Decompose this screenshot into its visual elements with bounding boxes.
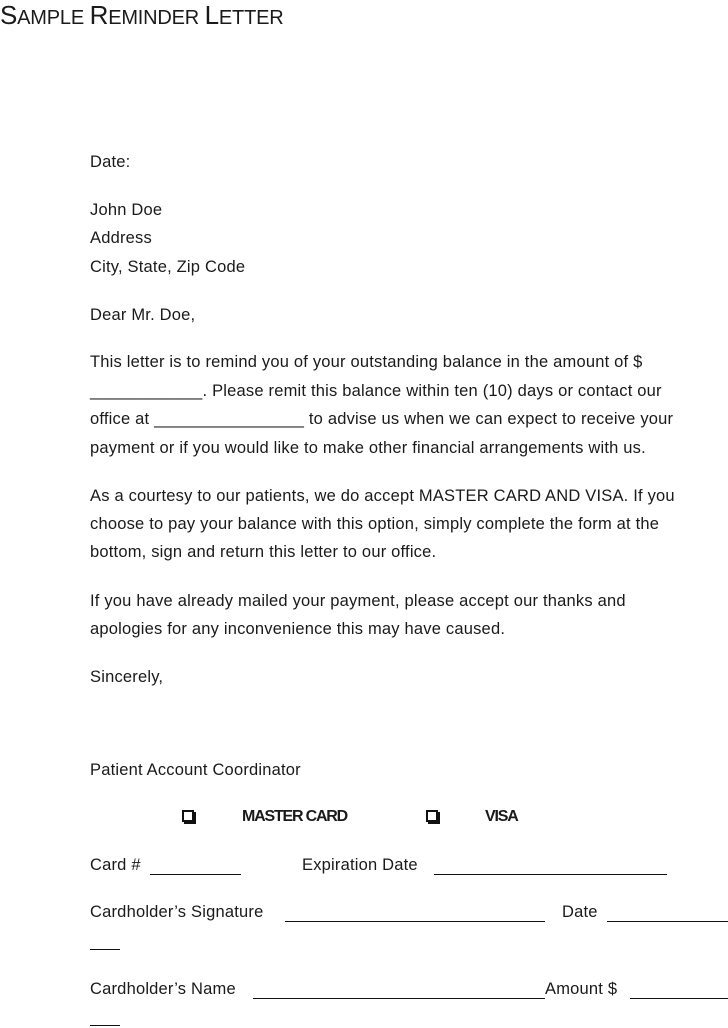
signatory-title: Patient Account Coordinator — [90, 761, 301, 779]
recipient-city: City, State, Zip Code — [90, 258, 246, 276]
cardholder-signature-field[interactable] — [285, 921, 545, 922]
paragraph3-line-2: apologies for any inconvenience this may have caused. — [90, 620, 506, 638]
paragraph2-line-3: bottom, sign and return this letter to our office. — [90, 543, 437, 561]
mastercard-checkbox[interactable] — [182, 810, 194, 822]
visa-label: VISA — [485, 808, 518, 825]
amount-field-continued[interactable] — [90, 1025, 120, 1026]
card-number-field[interactable] — [150, 874, 241, 875]
title-initial-2: R — [89, 0, 109, 30]
title-rest-2: EMINDER — [108, 7, 200, 29]
visa-checkbox[interactable] — [426, 810, 438, 822]
cardholder-signature-label: Cardholder’s Signature — [90, 903, 264, 921]
cardholder-name-label: Cardholder’s Name — [90, 980, 236, 998]
amount-label: Amount $ — [545, 980, 618, 998]
paragraph1-line-3: office at ________________ to advise us when we can expect to receive your — [90, 410, 674, 428]
amount-field[interactable] — [630, 998, 728, 999]
mastercard-label: MASTER CARD — [242, 808, 348, 825]
title-rest-1: AMPLE — [17, 7, 84, 29]
paragraph1-line-2: ____________. Please remit this balance within ten (10) days or contact our — [90, 382, 662, 400]
salutation: Dear Mr. Doe, — [90, 306, 196, 324]
payment-options — [0, 806, 728, 830]
page-title — [0, 0, 283, 33]
expiration-date-label: Expiration Date — [302, 856, 418, 874]
paragraph2-line-2: choose to pay your balance with this option, simply complete the form at the — [90, 515, 660, 533]
signature-date-field[interactable] — [607, 921, 728, 922]
paragraph2-line-1: As a courtesy to our patients, we do accept MASTER CARD AND VISA. If you — [90, 487, 675, 505]
signature-date-field-continued[interactable] — [90, 949, 120, 950]
cardholder-name-field[interactable] — [253, 998, 545, 999]
paragraph1-line-1: This letter is to remind you of your outstanding balance in the amount of $ — [90, 353, 643, 371]
title-initial-3: L — [204, 0, 219, 30]
card-number-label: Card # — [90, 856, 141, 874]
paragraph3-line-1: If you have already mailed your payment, please accept our thanks and — [90, 592, 626, 610]
recipient-address: Address — [90, 229, 152, 247]
paragraph1-line-4: payment or if you would like to make other financial arrangements with us. — [90, 439, 646, 457]
expiration-date-field[interactable] — [434, 874, 667, 875]
recipient-name: John Doe — [90, 201, 163, 219]
title-initial-1: S — [0, 0, 18, 30]
date-label: Date: — [90, 153, 131, 171]
signature-date-label: Date — [562, 903, 598, 921]
closing: Sincerely, — [90, 668, 164, 686]
title-rest-3: ETTER — [218, 7, 284, 29]
